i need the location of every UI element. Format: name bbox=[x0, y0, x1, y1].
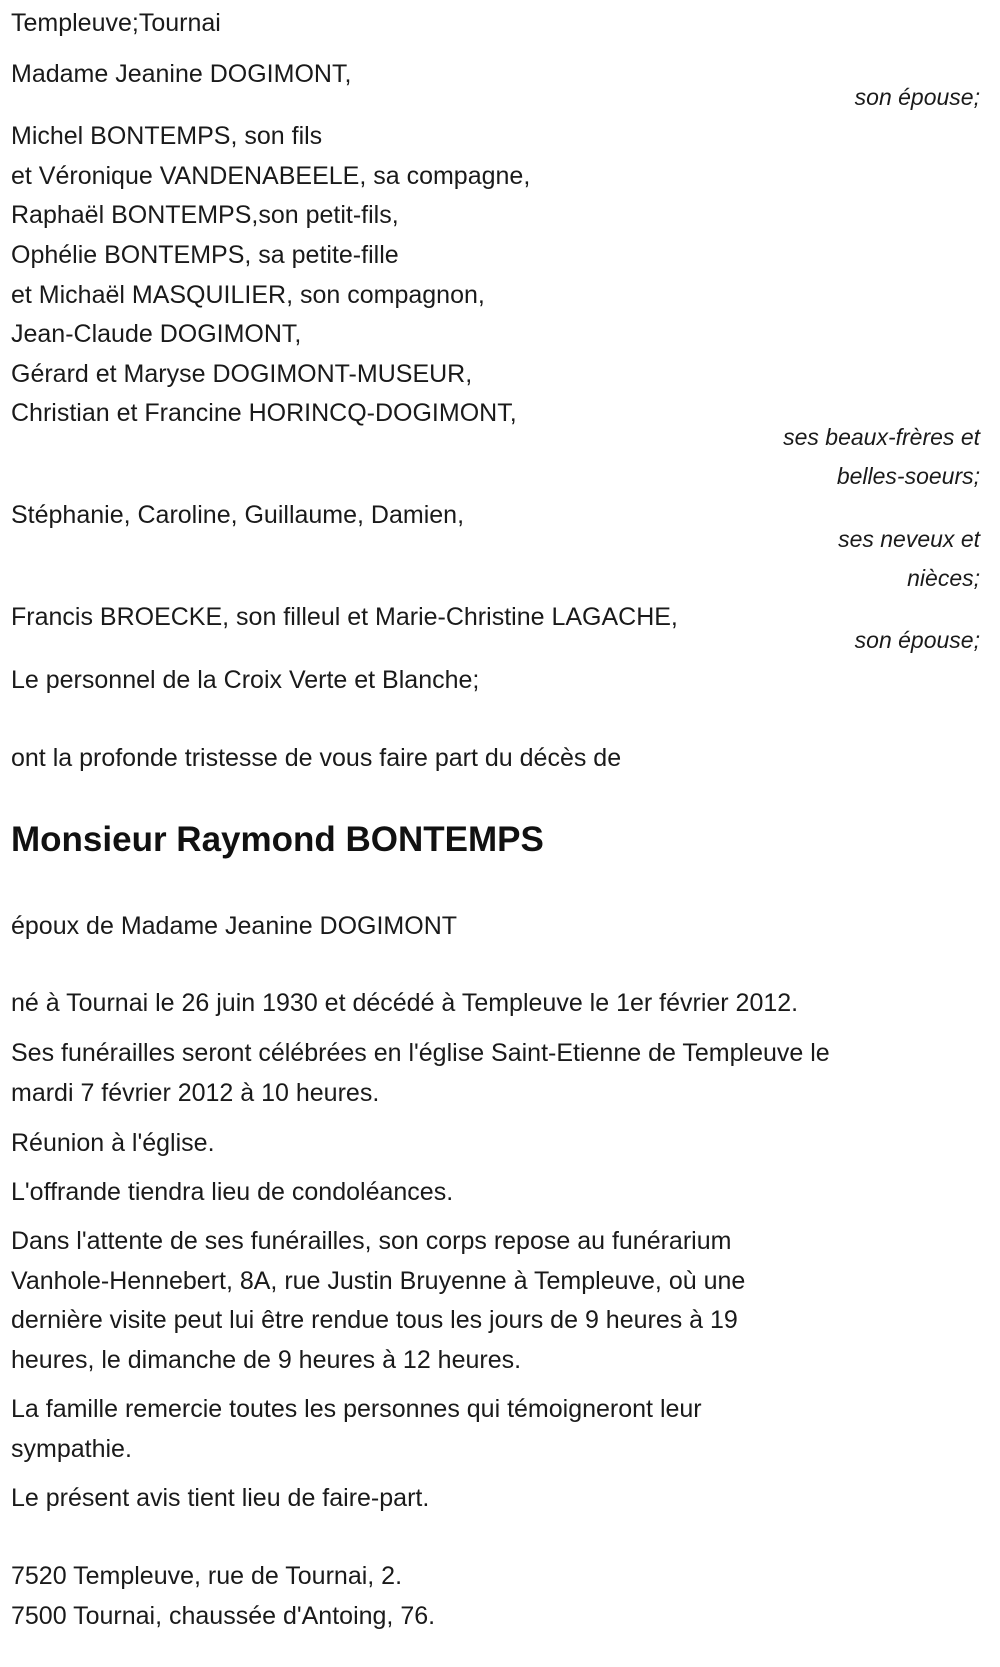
spouse-role: son épouse; bbox=[854, 84, 980, 110]
thanks-line: sympathie. bbox=[11, 1435, 132, 1463]
nephews-role: nièces; bbox=[907, 565, 980, 591]
godson-role: son épouse; bbox=[854, 627, 980, 653]
family-line: et Michaël MASQUILIER, son compagnon, bbox=[11, 281, 485, 309]
inlaws-role: belles-soeurs; bbox=[836, 463, 980, 489]
spouse-name: Madame Jeanine DOGIMONT, bbox=[11, 60, 352, 88]
meeting: Réunion à l'église. bbox=[11, 1129, 215, 1157]
family-line: Jean-Claude DOGIMONT, bbox=[11, 320, 302, 348]
family-line: Raphaël BONTEMPS,son petit-fils, bbox=[11, 201, 399, 229]
family-line: et Véronique VANDENABEELE, sa compagne, bbox=[11, 162, 531, 190]
spouse-of: époux de Madame Jeanine DOGIMONT bbox=[11, 912, 458, 940]
family-line: Christian et Francine HORINCQ-DOGIMONT, bbox=[11, 399, 517, 427]
funeral-line: Ses funérailles seront célébrées en l'église Saint-Etienne de Templeuve le bbox=[11, 1039, 830, 1067]
thanks-line: La famille remercie toutes les personnes qui témoigneront leur bbox=[11, 1395, 702, 1423]
visitation-line: Vanhole-Hennebert, 8A, rue Justin Bruyenne à Templeuve, où une bbox=[11, 1267, 746, 1295]
visitation-line: dernière visite peut lui être rendue tous les jours de 9 heures à 19 bbox=[11, 1306, 738, 1334]
family-line: Ophélie BONTEMPS, sa petite-fille bbox=[11, 241, 399, 269]
address: 7500 Tournai, chaussée d'Antoing, 76. bbox=[11, 1602, 436, 1630]
visitation-line: heures, le dimanche de 9 heures à 12 heures. bbox=[11, 1346, 522, 1374]
family-line: Michel BONTEMPS, son fils bbox=[11, 122, 323, 150]
announcement: ont la profonde tristesse de vous faire part du décès de bbox=[11, 744, 622, 772]
nephews-line: Stéphanie, Caroline, Guillaume, Damien, bbox=[11, 501, 465, 529]
family-line: Gérard et Maryse DOGIMONT-MUSEUR, bbox=[11, 360, 473, 388]
birth-death: né à Tournai le 26 juin 1930 et décédé à Templeuve le 1er février 2012. bbox=[11, 989, 799, 1017]
nephews-role: ses neveux et bbox=[838, 526, 980, 552]
notice: Le présent avis tient lieu de faire-part. bbox=[11, 1484, 430, 1512]
staff-line: Le personnel de la Croix Verte et Blanche; bbox=[11, 666, 480, 694]
deceased-name: Monsieur Raymond BONTEMPS bbox=[11, 820, 544, 859]
godson-line: Francis BROECKE, son filleul et Marie-Christine LAGACHE, bbox=[11, 603, 678, 631]
inlaws-role: ses beaux-frères et bbox=[783, 424, 980, 450]
location-header: Templeuve;Tournai bbox=[11, 9, 221, 37]
visitation-line: Dans l'attente de ses funérailles, son corps repose au funérarium bbox=[11, 1227, 732, 1255]
offering: L'offrande tiendra lieu de condoléances. bbox=[11, 1178, 454, 1206]
funeral-line: mardi 7 février 2012 à 10 heures. bbox=[11, 1079, 380, 1107]
address: 7520 Templeuve, rue de Tournai, 2. bbox=[11, 1562, 403, 1590]
